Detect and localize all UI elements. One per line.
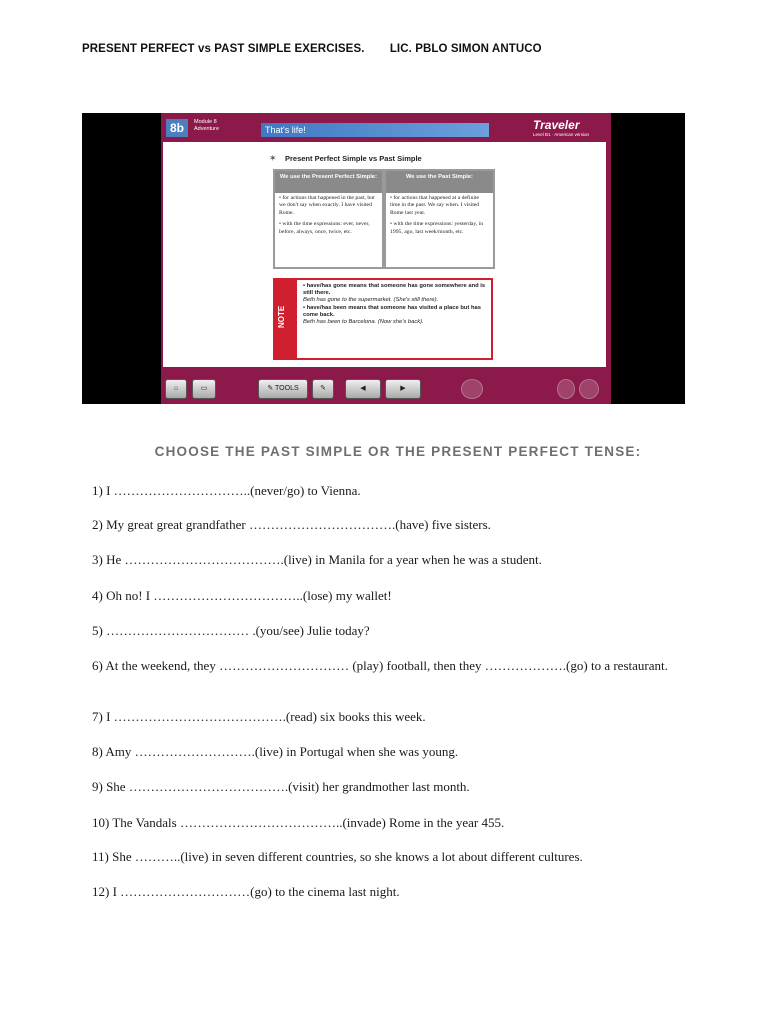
module-label xyxy=(194,119,219,133)
present-perfect-heading: We use the Present Perfect Simple: xyxy=(275,171,382,193)
logo-sub: Level B1 · American version xyxy=(533,132,590,137)
past-simple-column xyxy=(386,171,493,267)
back-arrow-icon[interactable]: ◀ xyxy=(345,379,381,399)
note-tab xyxy=(275,280,297,358)
panel-title: Present Perfect Simple vs Past Simple xyxy=(285,154,422,163)
exercise-item: 7) I ………………………………….(read) six books this week. xyxy=(92,709,426,724)
lesson-title: That's life! xyxy=(261,123,489,137)
note-example: Beth has been to Barcelona. (Now she's back). xyxy=(303,319,424,326)
exercise-item: 12) I …………………………(go) to the cinema last night. xyxy=(92,884,400,899)
note-tab-label: NOTE xyxy=(277,305,286,328)
book-icon[interactable]: ▭ xyxy=(192,379,216,399)
module-number: Module 8 xyxy=(194,119,217,125)
exercise-item: 10) The Vandals ………………………………..(invade) Rome in the year 455. xyxy=(92,815,505,830)
stop-icon[interactable] xyxy=(557,379,575,399)
page-header xyxy=(82,43,542,55)
forward-arrow-icon[interactable]: ▶ xyxy=(385,379,421,399)
home-icon[interactable]: ⌂ xyxy=(165,379,187,399)
rule-item: • with the time expressions: ever, never, before, always, once, twice, etc. xyxy=(279,221,370,235)
exercise-item: 3) He ……………………………….(live) in Manila for a year when he was a student. xyxy=(92,552,542,567)
traveler-logo xyxy=(533,118,589,137)
present-perfect-column xyxy=(275,171,382,267)
logo-main: Traveler xyxy=(533,118,580,132)
worksheet-title: PRESENT PERFECT vs PAST SIMPLE EXERCISES. xyxy=(82,43,365,55)
embedded-screenshot xyxy=(82,113,685,404)
rule-item: • with the time expressions: yesterday, in 1995, ago, last week/month, etc. xyxy=(390,221,484,235)
note-line: • have/has been means that someone has visited a place but has come back. xyxy=(303,304,481,318)
exercise-item: 1) I …………………………..(never/go) to Vienna. xyxy=(92,483,361,498)
present-perfect-rules xyxy=(279,195,379,240)
note-example: Beth has gone to the supermarket. (She's still there). xyxy=(303,297,439,304)
exercise-item: 11) She ………..(live) in seven different countries, so she knows a lot about different cultures. xyxy=(92,849,583,864)
edit-icon[interactable]: ✎ xyxy=(312,379,334,399)
author-name: LIC. PBLO SIMON ANTUCO xyxy=(389,43,542,55)
past-simple-rules xyxy=(390,195,490,240)
exercise-item: 8) Amy ……………………….(live) in Portugal when she was young. xyxy=(92,744,459,759)
screenshot-frame xyxy=(161,113,611,404)
tools-button[interactable]: ✎ TOOLS xyxy=(258,379,308,399)
exercise-item: 5) …………………………… .(you/see) Julie today? xyxy=(92,623,370,638)
unit-badge: 8b xyxy=(166,119,188,137)
rule-item: • for actions that happened at a definite time in the past. We say when. I visited Rome last year. xyxy=(390,195,480,216)
exercise-item: 6) At the weekend, they ………………………… (play) football, then they ……………….(go) to a restaurant. xyxy=(92,658,668,673)
exercise-item: 2) My great great grandfather …………………………….(have) five sisters. xyxy=(92,517,491,532)
instructions-heading: CHOOSE THE PAST SIMPLE OR THE PRESENT PERFECT TENSE: xyxy=(154,444,642,459)
rule-item: • for actions that happened in the past, but we don't say when exactly. I have visited Rome. xyxy=(279,195,375,216)
past-simple-heading: We use the Past Simple: xyxy=(386,171,493,193)
grammar-panel xyxy=(163,142,606,367)
module-name: Adventure xyxy=(194,126,220,132)
play-icon[interactable] xyxy=(579,379,599,399)
note-box xyxy=(273,278,493,360)
exercise-item: 9) She ……………………………….(visit) her grandmother last month. xyxy=(92,779,470,794)
exercise-item: 4) Oh no! I ……………………………..(lose) my wallet! xyxy=(92,588,392,603)
screenshot-topbar xyxy=(161,113,611,141)
note-line: • have/has gone means that someone has gone somewhere and is still there. xyxy=(303,283,486,297)
screenshot-toolbar xyxy=(161,373,611,404)
star-icon: ✶ xyxy=(269,153,277,163)
record-icon[interactable] xyxy=(461,379,483,399)
grammar-table xyxy=(273,169,495,269)
note-body xyxy=(303,283,489,326)
